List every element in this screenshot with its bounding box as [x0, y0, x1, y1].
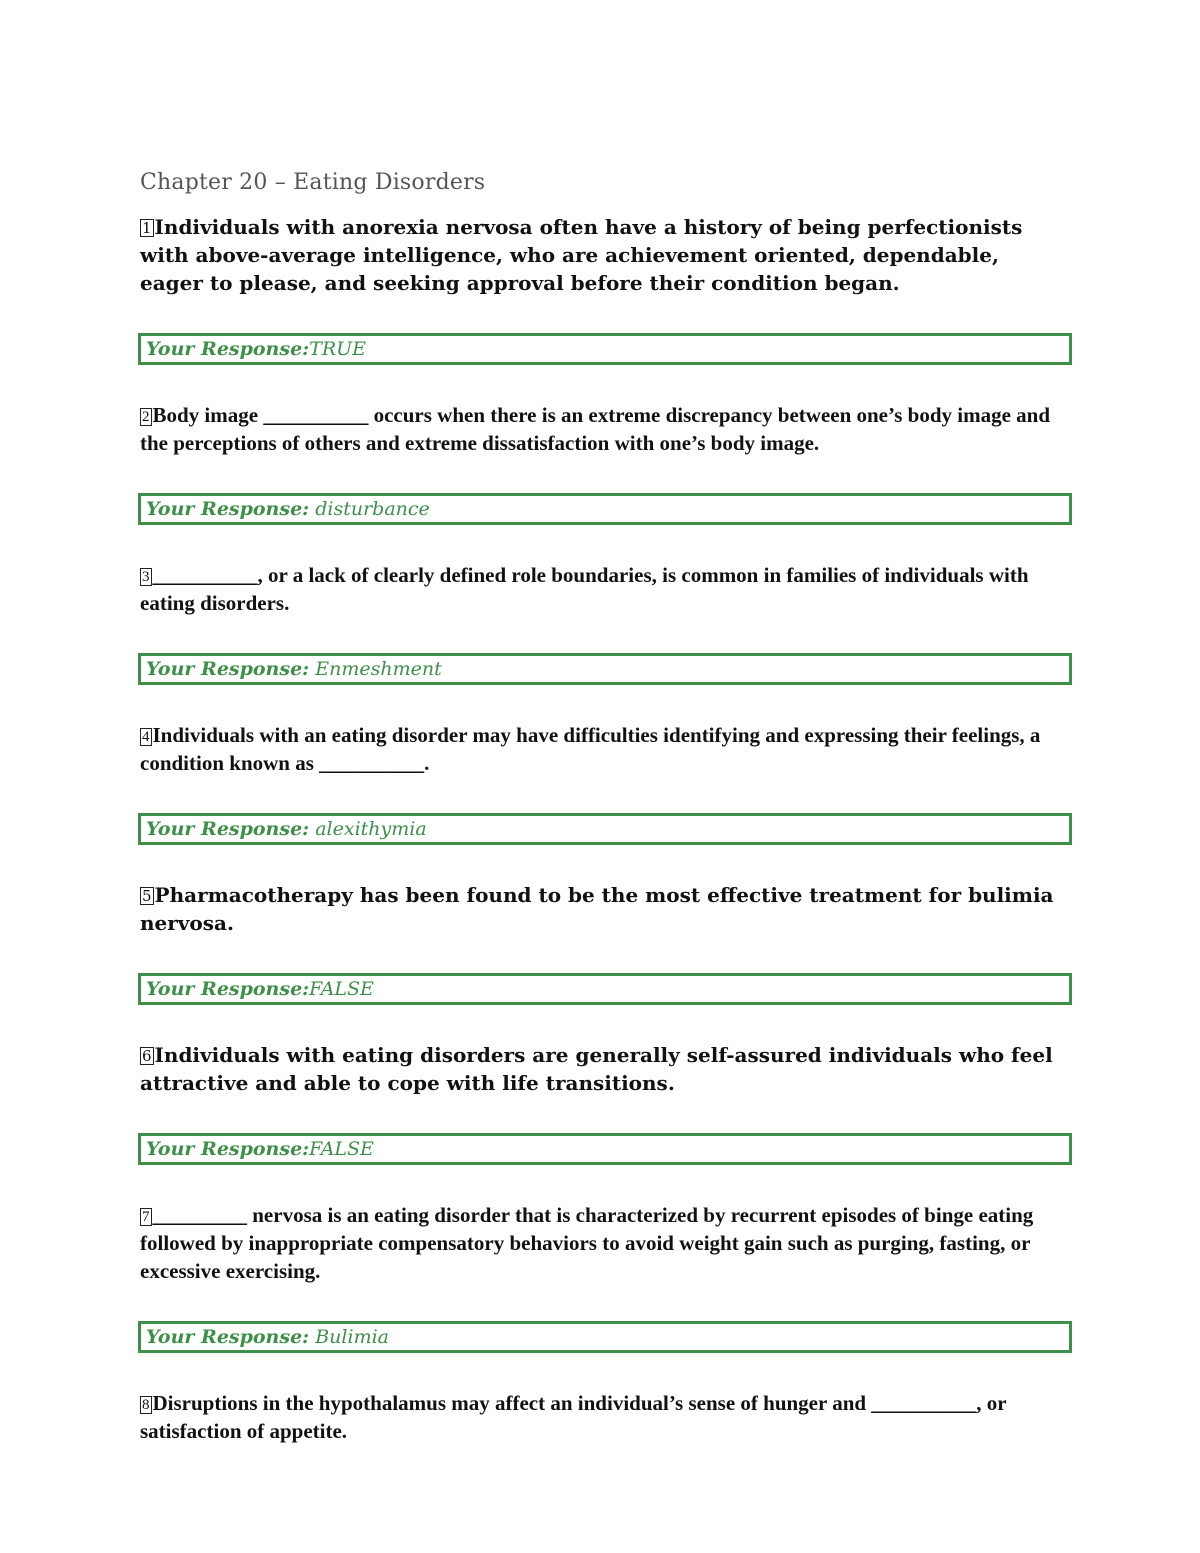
question-number: 7 [142, 1209, 150, 1225]
question-number: 8 [142, 1397, 150, 1413]
response-value: disturbance [309, 498, 430, 520]
question-number: 5 [142, 887, 152, 905]
document-page [140, 170, 1065, 1445]
response-label: Your Response: [146, 498, 310, 520]
chapter-title: Chapter 20 – Eating Disorders [140, 170, 486, 195]
response-value: FALSE [309, 1138, 374, 1160]
question-number: 4 [142, 729, 150, 745]
response-label: Your Response: [146, 818, 310, 840]
response-box [138, 333, 1072, 365]
question-item [140, 881, 1065, 1005]
question-body: Individuals with an eating disorder may have difficulties identifying and expressing their feelings, a condition known as __________. [140, 723, 1041, 775]
response-box [138, 653, 1072, 685]
question-body: Individuals with anorexia nervosa often have a history of being perfectionists with above-average intelligence, who are achievement oriented, dependable, eager to please, and seeking approval before their condition began. [140, 215, 1023, 295]
question-item [140, 401, 1065, 525]
question-text [140, 1201, 1065, 1285]
question-body: Body image __________ occurs when there is an extreme discrepancy between one’s body image and the perceptions of others and extreme dissatisfaction with one’s body image. [140, 403, 1051, 455]
question-item [140, 1041, 1065, 1165]
question-item [140, 721, 1065, 845]
question-item [140, 213, 1065, 365]
response-box [138, 973, 1072, 1005]
response-value: Enmeshment [309, 658, 442, 680]
question-item [140, 1201, 1065, 1353]
response-label: Your Response: [146, 338, 310, 360]
response-box [138, 813, 1072, 845]
response-box [138, 493, 1072, 525]
question-item [140, 561, 1065, 685]
response-value: Bulimia [309, 1326, 389, 1348]
question-number: 6 [142, 1047, 152, 1065]
question-item [140, 1389, 1065, 1445]
question-text [140, 561, 1065, 617]
question-text [140, 1389, 1065, 1445]
question-text [140, 1041, 1065, 1097]
question-body: Disruptions in the hypothalamus may affect an individual’s sense of hunger and __________, or satisfaction of appetite. [140, 1391, 1007, 1443]
response-label: Your Response: [146, 978, 310, 1000]
question-body: Individuals with eating disorders are generally self-assured individuals who feel attractive and able to cope with life transitions. [140, 1043, 1053, 1095]
response-value: alexithymia [309, 818, 427, 840]
question-number: 2 [142, 409, 150, 425]
response-label: Your Response: [146, 1138, 310, 1160]
question-number: 3 [142, 569, 150, 585]
response-box [138, 1321, 1072, 1353]
question-text [140, 721, 1065, 777]
question-body: _________ nervosa is an eating disorder that is characterized by recurrent episodes of binge eating followed by inappropriate compensatory behaviors to avoid weight gain such as purging, fasting, or excessive exercising. [140, 1203, 1034, 1283]
question-body: __________, or a lack of clearly defined role boundaries, is common in families of individuals with eating disorders. [140, 563, 1029, 615]
response-box [138, 1133, 1072, 1165]
question-body: Pharmacotherapy has been found to be the most effective treatment for bulimia nervosa. [140, 883, 1054, 935]
question-number: 1 [142, 219, 152, 237]
response-value: FALSE [309, 978, 374, 1000]
question-text [140, 881, 1065, 937]
response-label: Your Response: [146, 658, 310, 680]
response-label: Your Response: [146, 1326, 310, 1348]
response-value: TRUE [309, 338, 367, 360]
question-text [140, 213, 1065, 297]
question-text [140, 401, 1065, 457]
